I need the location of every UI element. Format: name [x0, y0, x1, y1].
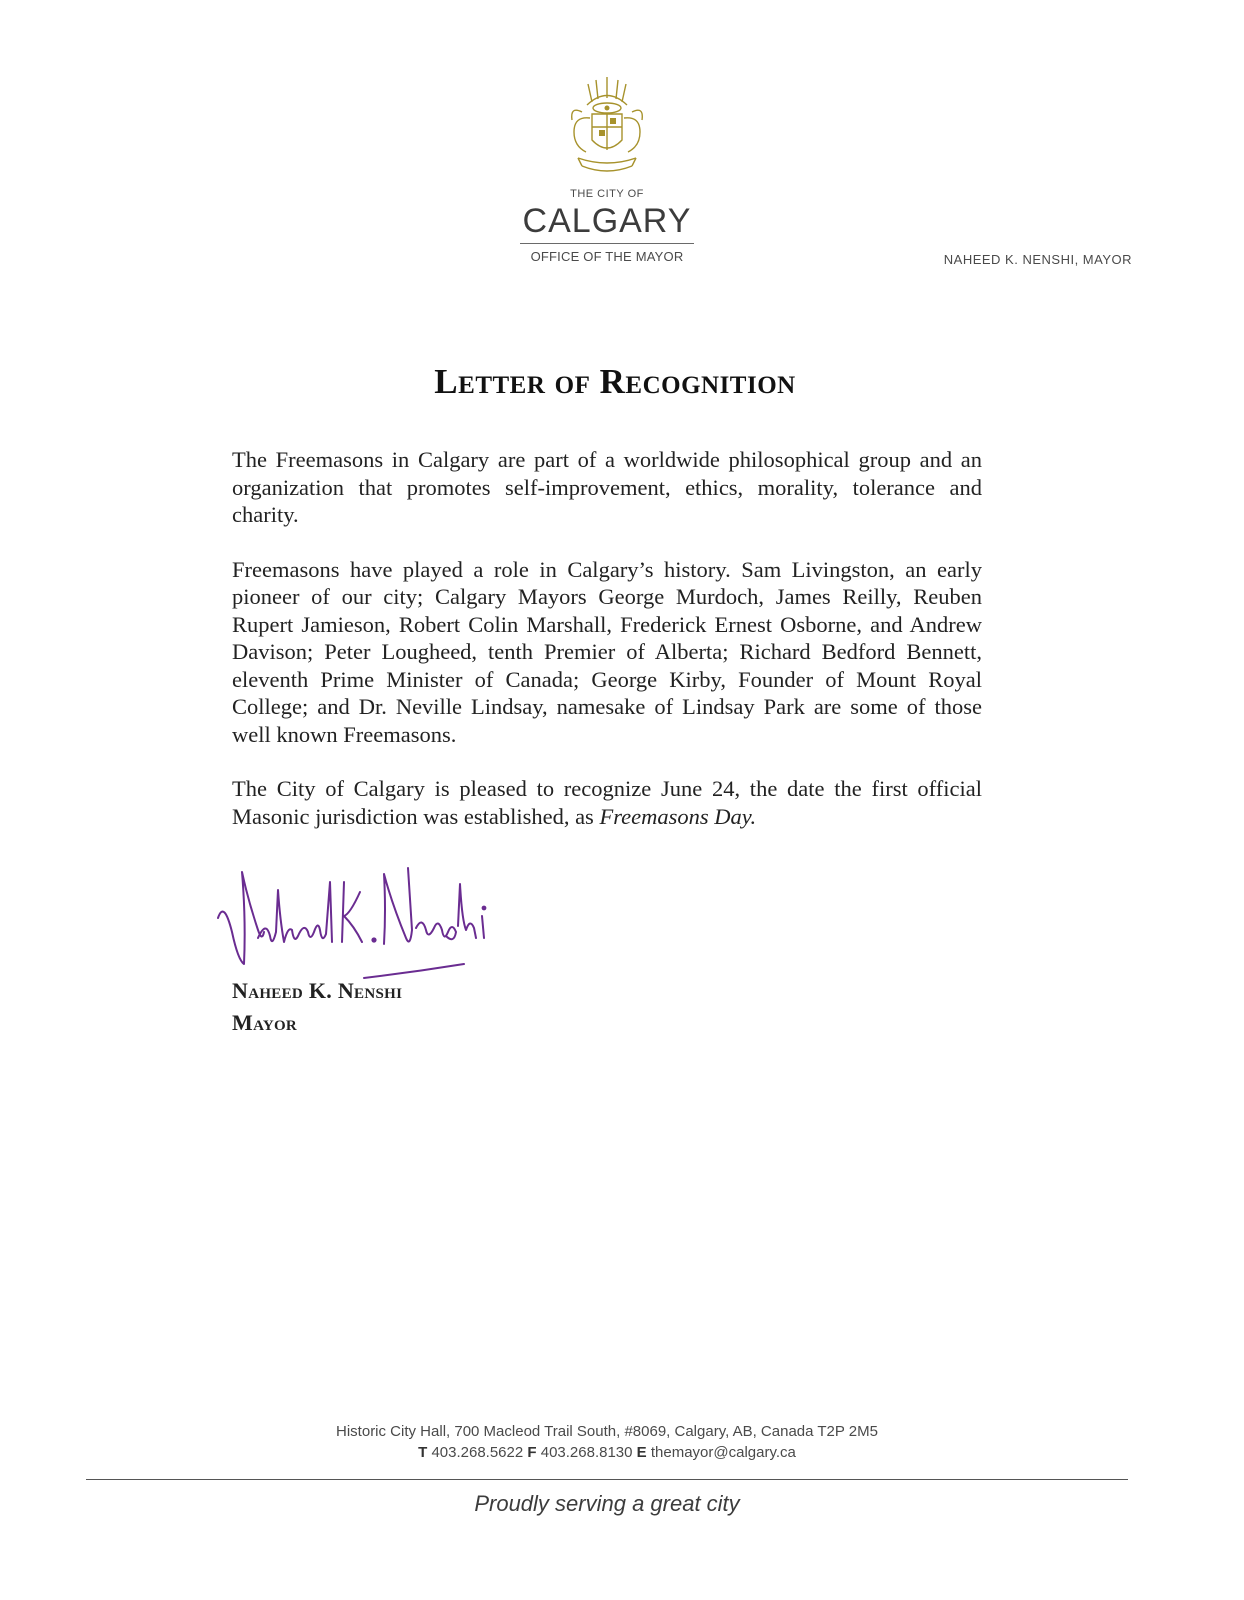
city-name: CALGARY [522, 202, 692, 240]
city-prefix: THE CITY OF [570, 188, 644, 200]
letter-body [232, 446, 982, 857]
signatory-block [232, 975, 402, 1039]
fax-number: 403.268.8130 [540, 1444, 633, 1461]
letterhead-logo [512, 188, 702, 264]
phone-label: T [418, 1444, 428, 1461]
paragraph-2: Freemasons have played a role in Calgary’s history. Sam Livingston, an early pioneer of our city; Calgary Mayors George Murdoch, James Reilly, Reuben Rupert Jamieson, Robert Colin Marshall, Frederick Ernest Osborne, and Andrew Davison; Peter Lougheed, tenth Premier of Alberta; Richard Bedford Bennett, eleventh Prime Minister of Canada; George Kirby, Founder of Mount Royal College; and Dr. Neville Lindsay, namesake of Lindsay Park are some of those well known Freemasons. [232, 556, 982, 747]
footer-divider [86, 1479, 1128, 1480]
fax-label: F [527, 1444, 537, 1461]
phone-number: 403.268.5622 [431, 1444, 524, 1461]
email-address: themayor@calgary.ca [650, 1444, 796, 1461]
footer-contact [0, 1421, 1214, 1463]
office-name: OFFICE OF THE MAYOR [530, 249, 684, 264]
signatory-name: Naheed K. Nenshi [232, 978, 403, 1003]
closing-emphasis: Freemasons Day. [599, 803, 757, 829]
city-crest-icon [552, 72, 662, 182]
signatory-title: Mayor [232, 1010, 298, 1035]
footer-address: Historic City Hall, 700 Macleod Trail South, #8069, Calgary, AB, Canada T2P 2M5 [336, 1423, 878, 1440]
mayor-heading: NAHEED K. NENSHI, MAYOR [943, 252, 1132, 267]
paragraph-3 [232, 775, 982, 830]
footer-contact-line [0, 1442, 1214, 1463]
paragraph-1: The Freemasons in Calgary are part of a worldwide philosophical group and an organization that promotes self-improvement, ethics, morality, tolerance and charity. [232, 447, 982, 527]
footer-tagline: Proudly serving a great city [474, 1491, 740, 1516]
letterhead-divider [520, 243, 694, 244]
email-label: E [636, 1444, 647, 1461]
closing-text: The City of Calgary is pleased to recognize June 24, the date the first official Masonic jurisdiction was established, as [232, 776, 982, 829]
document-title: Letter of Recognition [434, 362, 796, 401]
mayor-signature [214, 860, 504, 980]
